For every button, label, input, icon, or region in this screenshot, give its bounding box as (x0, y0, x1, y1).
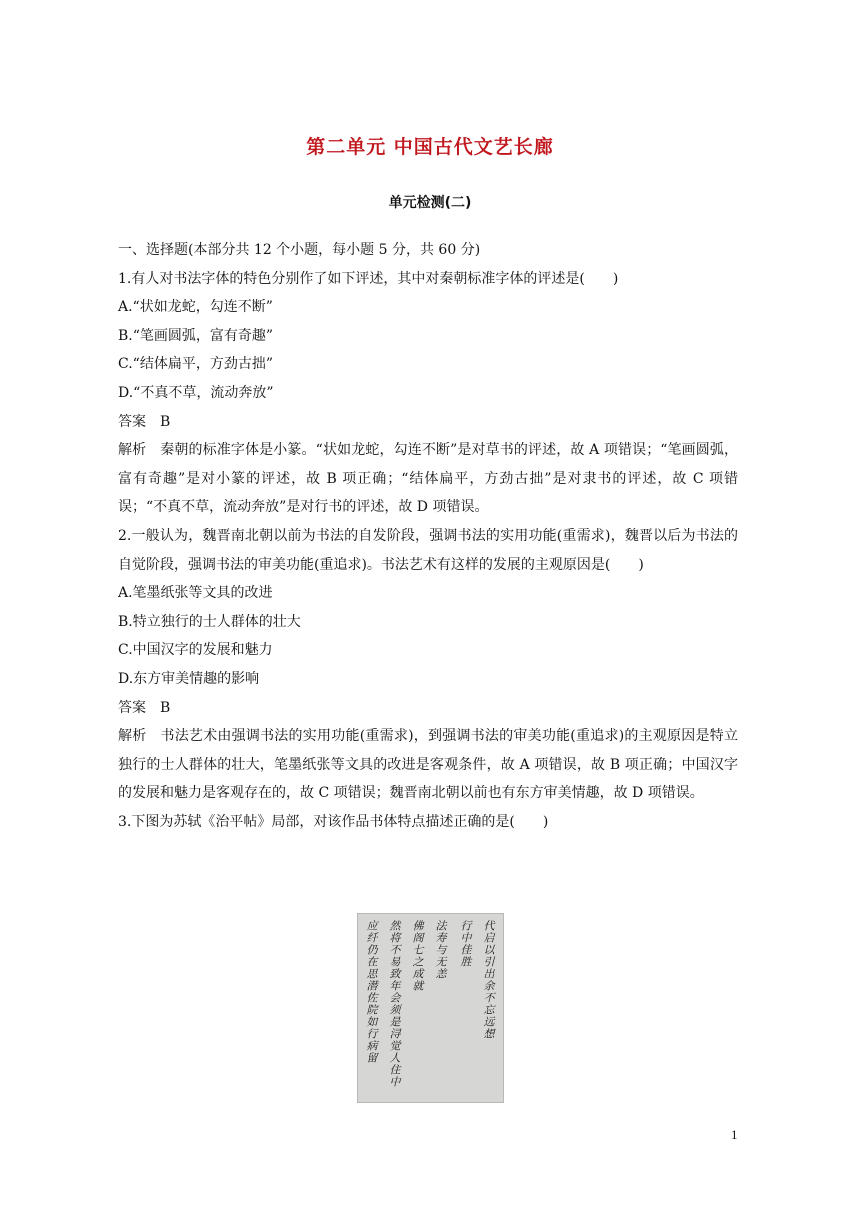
question-1-option-a: A.“状如龙蛇，勾连不断” (118, 299, 273, 316)
calligraphy-column: 行中佳胜 (459, 920, 472, 968)
question-2-option-a: A.笔墨纸张等文具的改进 (118, 585, 273, 602)
question-2-option-c: C.中国汉字的发展和魅力 (118, 642, 273, 659)
question-2-answer (118, 694, 738, 723)
analysis-label: 解析 (118, 728, 147, 745)
question-1-stem: 1.有人对书法字体的特色分别作了如下评述，其中对秦朝标准字体的评述是( ) (118, 270, 619, 287)
calligraphy-column: 应纤仍在思潜佐院如行病留 (365, 920, 378, 1064)
question-2-option-d: D.东方审美情趣的影响 (118, 670, 260, 687)
calligraphy-column: 代启以引出余不忘远想 (482, 920, 495, 1040)
question-3-stem: 3.下图为苏轼《治平帖》局部，对该作品书体特点描述正确的是( ) (118, 813, 549, 830)
calligraphy-image (357, 913, 504, 1103)
analysis-text: 秦朝的标准字体是小篆。“状如龙蛇，勾连不断”是对草书的评述，故 A 项错误；“笔画圆弧，富有奇趣”是对小篆的评述，故 B 项正确；“结体扁平，方劲古拙”是对隶书的评述，故 C 项错误；“不真不草，流动奔放”是对行书的评述，故 D 项错误。 (118, 442, 739, 516)
analysis-label: 解析 (118, 442, 147, 459)
analysis-text: 书法艺术由强调书法的实用功能(重需求)，到强调书法的审美功能(重追求)的主观原因是特立独行的士人群体的壮大，笔墨纸张等文具的改进是客观条件，故 A 项错误，故 B 项正确；中国汉字的发展和魅力是客观存在的，故 C 项错误；魏晋南北朝以前也有东方审美情趣，故 D 项错误。 (118, 728, 738, 802)
question-2-option-b: B.特立独行的士人群体的壮大 (118, 613, 301, 630)
answer-label: 答案 (118, 699, 146, 716)
question-1-option-d: D.“不真不草，流动奔放” (118, 384, 274, 401)
question-1-option-b: B.“笔画圆弧，富有奇趣” (118, 327, 274, 344)
section-heading: 一、选择题(本部分共 12 个小题，每小题 5 分，共 60 分) (118, 242, 481, 258)
question-1-analysis (118, 436, 738, 522)
question-2-analysis (118, 722, 738, 808)
calligraphy-column: 然将不易致年会须是浔觉人住中 (388, 920, 401, 1088)
page-number: 1 (731, 1127, 738, 1142)
question-1-answer (118, 408, 738, 437)
calligraphy-column: 佛阁七之成就 (411, 920, 424, 992)
document-body (118, 236, 738, 836)
document-title: 第二单元 中国古代文艺长廊 (306, 136, 554, 158)
question-2-stem: 2.一般认为，魏晋南北朝以前为书法的自发阶段，强调书法的实用功能(重需求)，魏晋以后为书法的自觉阶段，强调书法的审美功能(重追求)。书法艺术有这样的发展的主观原因是( ) (118, 527, 738, 573)
question-1-option-c: C.“结体扁平，方劲古拙” (118, 356, 273, 373)
calligraphy-column: 法寿与无恙 (434, 920, 447, 980)
answer-value: B (160, 413, 171, 430)
answer-value: B (160, 699, 171, 716)
answer-label: 答案 (118, 413, 146, 430)
document-subtitle: 单元检测(二) (388, 195, 472, 211)
